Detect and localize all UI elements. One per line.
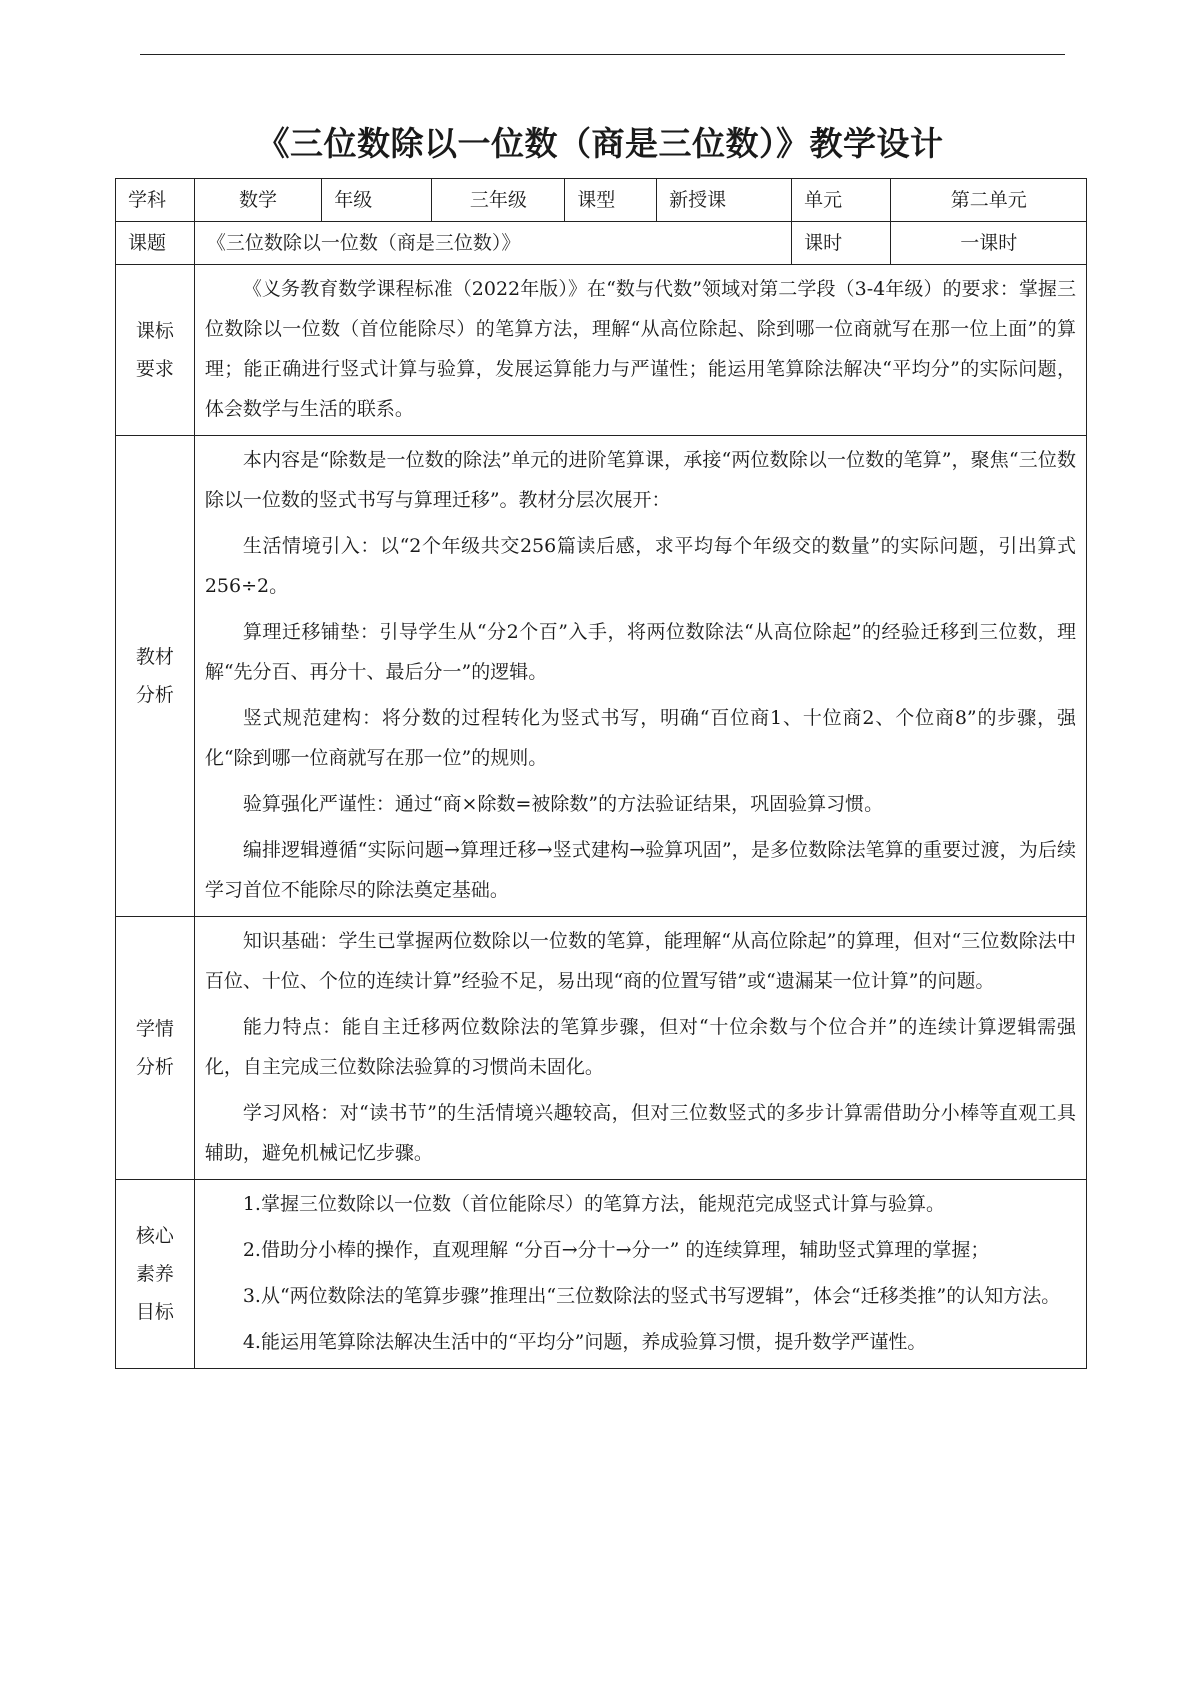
- material-paragraph: 竖式规范建构：将分数的过程转化为竖式书写，明确“百位商1、十位商2、个位商8”的步骤，强化“除到哪一位商就写在那一位”的规则。: [204, 707, 1076, 769]
- material-paragraph: 编排逻辑遵循“实际问题→算理迁移→竖式建构→验算巩固”，是多位数除法笔算的重要过渡，为后续学习首位不能除尽的除法奠定基础。: [204, 839, 1076, 901]
- material-paragraph: 生活情境引入：以“2个年级共交256篇读后感，求平均每个年级交的数量”的实际问题，引出算式256÷2。: [204, 535, 1076, 597]
- material-row: [116, 436, 1087, 917]
- learner-content: [194, 917, 1086, 1180]
- topic-value: 《三位数除以一位数（商是三位数）》: [194, 222, 791, 265]
- goals-label: [116, 1180, 195, 1369]
- unit-value: 第二单元: [891, 179, 1087, 222]
- material-paragraph: 算理迁移铺垫：引导学生从“分2个百”入手，将两位数除法“从高位除起”的经验迁移到三位数，理解“先分百、再分十、最后分一”的逻辑。: [204, 621, 1076, 683]
- lesson-type-label: 课型: [565, 179, 657, 222]
- lesson-type-value: 新授课: [657, 179, 792, 222]
- label-line: 课标: [135, 320, 174, 342]
- header-rule: [140, 54, 1065, 55]
- grade-label: 年级: [322, 179, 432, 222]
- goals-row: [116, 1180, 1087, 1369]
- topic-row: [116, 222, 1087, 265]
- goal-item: 3.从“两位数除法的笔算步骤”推理出“三位数除法的竖式书写逻辑”，体会“迁移类推”的认知方法。: [242, 1285, 1061, 1307]
- unit-label: 单元: [792, 179, 891, 222]
- standard-label: [116, 265, 195, 436]
- label-line: 素养: [135, 1263, 174, 1285]
- info-row: [116, 179, 1087, 222]
- goal-item: 2.借助分小棒的操作，直观理解 “分百→分十→分一” 的连续算理，辅助竖式算理的掌握；: [242, 1239, 990, 1261]
- subject-value: 数学: [194, 179, 321, 222]
- standard-content: [194, 265, 1086, 436]
- lesson-hours-value: 一课时: [891, 222, 1087, 265]
- label-line: 学情: [135, 1018, 174, 1040]
- topic-label: 课题: [116, 222, 195, 265]
- learner-row: [116, 917, 1087, 1180]
- grade-value: 三年级: [432, 179, 565, 222]
- learner-paragraph: 学习风格：对“读书节”的生活情境兴趣较高，但对三位数竖式的多步计算需借助分小棒等直观工具辅助，避免机械记忆步骤。: [204, 1102, 1076, 1164]
- label-line: 分析: [135, 1056, 174, 1078]
- subject-label: 学科: [116, 179, 195, 222]
- material-paragraph: 本内容是“除数是一位数的除法”单元的进阶笔算课，承接“两位数除以一位数的笔算”，聚焦“三位数除以一位数的竖式书写与算理迁移”。教材分层次展开：: [204, 449, 1076, 511]
- label-line: 核心: [135, 1225, 174, 1247]
- label-line: 要求: [135, 358, 174, 380]
- standard-row: [116, 265, 1087, 436]
- material-label: [116, 436, 195, 917]
- material-paragraph: 验算强化严谨性：通过“商×除数=被除数”的方法验证结果，巩固验算习惯。: [242, 793, 884, 815]
- goal-item: 1.掌握三位数除以一位数（首位能除尽）的笔算方法，能规范完成竖式计算与验算。: [242, 1193, 945, 1215]
- lesson-hours-label: 课时: [792, 222, 891, 265]
- standard-paragraph: 《义务教育数学课程标准（2022年版）》在“数与代数”领域对第二学段（3-4年级）的要求：掌握三位数除以一位数（首位能除尽）的笔算方法，理解“从高位除起、除到哪一位商就写在那一位上面”的算理；能正确进行竖式计算与验算，发展运算能力与严谨性；能运用笔算除法解决“平均分”的实际问题，体会数学与生活的联系。: [204, 278, 1076, 420]
- learner-paragraph: 知识基础：学生已掌握两位数除以一位数的笔算，能理解“从高位除起”的算理，但对“三位数除法中百位、十位、个位的连续计算”经验不足，易出现“商的位置写错”或“遗漏某一位计算”的问题。: [204, 930, 1076, 992]
- material-content: [194, 436, 1086, 917]
- document-title: 《三位数除以一位数（商是三位数）》教学设计: [256, 124, 944, 163]
- label-line: 目标: [135, 1301, 174, 1323]
- goal-item: 4.能运用笔算除法解决生活中的“平均分”问题，养成验算习惯，提升数学严谨性。: [242, 1331, 927, 1353]
- lesson-design-table: [115, 178, 1087, 1369]
- learner-paragraph: 能力特点：能自主迁移两位数除法的笔算步骤，但对“十位余数与个位合并”的连续计算逻辑需强化，自主完成三位数除法验算的习惯尚未固化。: [204, 1016, 1076, 1078]
- goals-content: [194, 1180, 1086, 1369]
- label-line: 教材: [135, 646, 174, 668]
- label-line: 分析: [135, 684, 174, 706]
- learner-label: [116, 917, 195, 1180]
